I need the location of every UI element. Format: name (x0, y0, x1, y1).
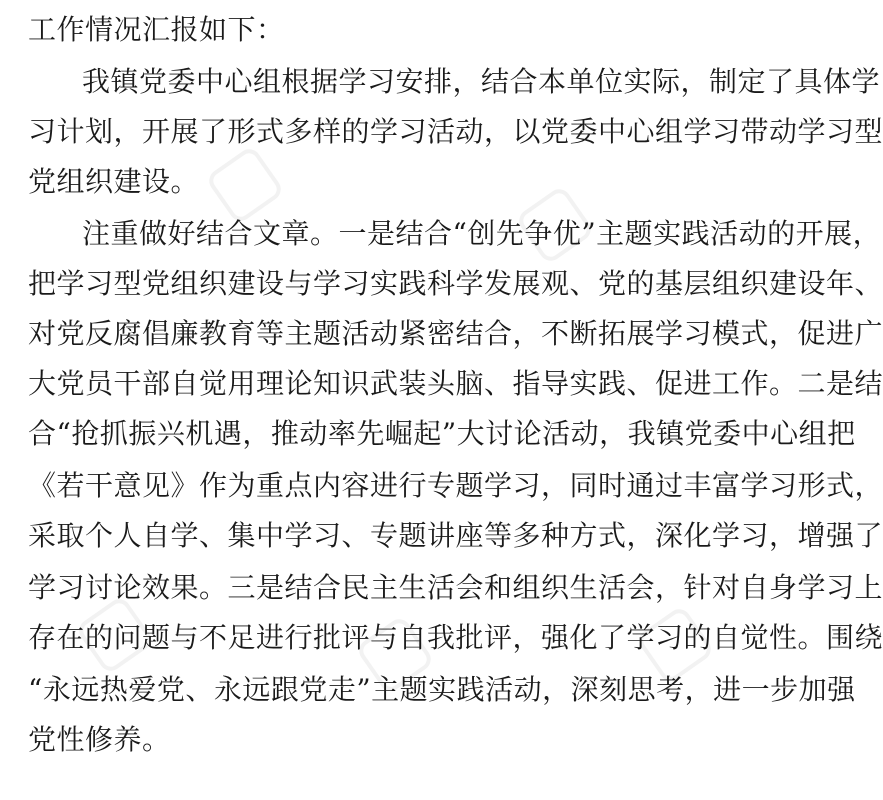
paragraph-2-line: 对党反腐倡廉教育等主题活动紧密结合，不断拓展学习模式，促进广 (28, 317, 883, 350)
intro-line: 工作情况汇报如下： (28, 13, 285, 46)
paragraph-2-line: 存在的问题与不足进行批评与自我批评，强化了学习的自觉性。围绕 (28, 621, 883, 654)
paragraph-2-line: 党性修养。 (28, 723, 171, 756)
paragraph-2-line: 学习讨论效果。三是结合民主生活会和组织生活会，针对自身学习上 (28, 571, 883, 604)
watermark-logo-icon (210, 150, 280, 220)
paragraph-2-line: 注重做好结合文章。一是结合“创先争优”主题实践活动的开展， (82, 217, 882, 250)
paragraph-2-line: 合“抢抓振兴机遇，推动率先崛起”大讨论活动，我镇党委中心组把 (28, 417, 856, 450)
paragraph-1-line: 我镇党委中心组根据学习安排，结合本单位实际，制定了具体学 (82, 65, 881, 98)
paragraph-2-line: 采取个人自学、集中学习、专题讲座等多种方式，深化学习，增强了 (28, 519, 883, 552)
paragraph-1-line: 党组织建设。 (28, 165, 200, 198)
paragraph-2-line: “永远热爱党、永远跟党走”主题实践活动，深刻思考，进一步加强 (28, 673, 856, 706)
paragraph-2-line: 大党员干部自觉用理论知识武装头脑、指导实践、促进工作。二是结 (28, 367, 883, 400)
paragraph-2-line: 《若干意见》作为重点内容进行专题学习，同时通过丰富学习形式， (28, 469, 883, 502)
paragraph-1-line: 习计划，开展了形式多样的学习活动，以党委中心组学习带动学习型 (28, 115, 883, 148)
paragraph-2-line: 把学习型党组织建设与学习实践科学发展观、党的基层组织建设年、 (28, 267, 883, 300)
